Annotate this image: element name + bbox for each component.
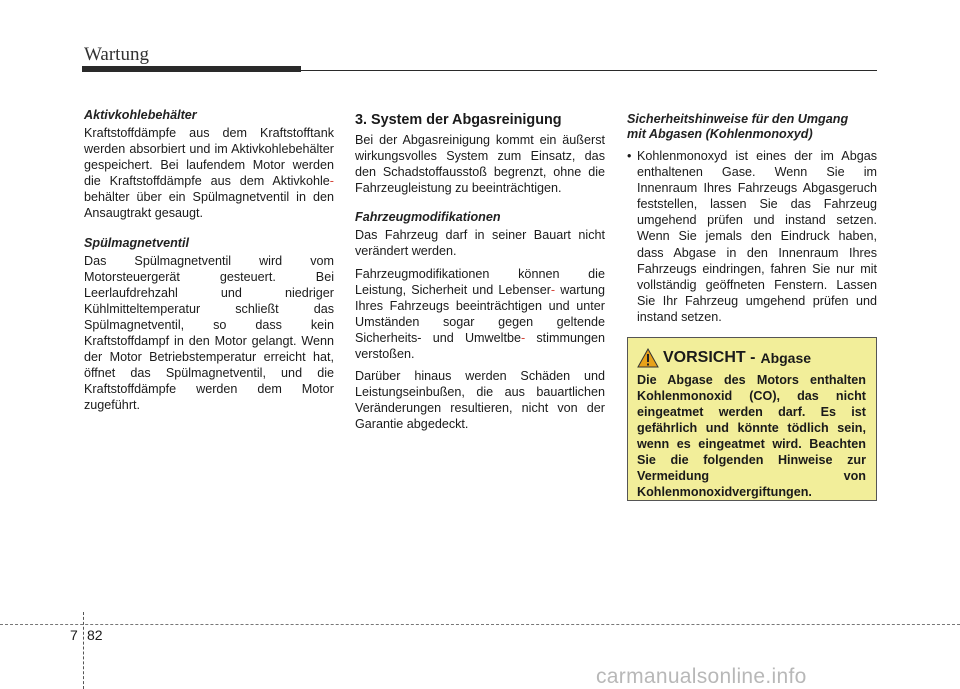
paragraph-aktivkohle <box>84 125 334 222</box>
column-middle <box>355 108 605 439</box>
text-run: wartung Ihres Fahrzeugs beeinträchtigen und unter Umständen sogar gegen geltende Sicherheits- und Umweltbe <box>355 282 605 345</box>
hyphen-mark: - <box>329 174 334 189</box>
warning-label-sub: Abgase <box>760 350 812 366</box>
hyphen-mark: - <box>550 282 556 297</box>
paragraph-modifikationen <box>355 266 605 363</box>
watermark: carmanualsonline.info <box>596 665 807 688</box>
bullet-list <box>627 148 877 325</box>
text-run: Fahrzeugmodifikationen können die Leistung, Sicherheit und Lebenser <box>355 266 605 297</box>
paragraph-spuelmagnetventil: Das Spülmagnetventil wird vom Motorsteuergerät gesteuert. Bei Leerlaufdrehzahl und niedriger Kühlmitteltemperatur schließt das Spülmagnetventil, so dass kein Kraftstoffdampf in den Motor gelangt. Wenn der Motor Betriebstemperatur erreicht hat, öffnet das Spülmagnetventil, und die Kraftstoffdämpfe werden dem Motor zugeführt. <box>84 253 334 413</box>
paragraph-bauart: Das Fahrzeug darf in seiner Bauart nicht verändert werden. <box>355 228 605 259</box>
header-title: Wartung <box>84 44 149 65</box>
paragraph-abgasreinigung: Bei der Abgasreinigung kommt ein äußerst wirkungsvolles System zum Einsatz, das den Schadstoffausstoß begrenzt, ohne die Fahrzeugleistung zu beeinträchtigen. <box>355 133 605 196</box>
subheading-sicherheitshinweise <box>627 112 877 142</box>
text-run: Kraftstoffdämpfe aus dem Kraftstofftank werden absorbiert und im Aktivkohlebehälter gespeichert. Bei laufendem Motor werden die Kraftstoffdämpfe aus dem Aktivkohle <box>84 126 334 189</box>
subheading-fahrzeugmodifikationen: Fahrzeugmodifikationen <box>355 210 501 225</box>
text-run: stimmungen verstoßen. <box>355 330 605 362</box>
subheading-aktivkohlebehaelter: Aktivkohlebehälter <box>84 108 197 122</box>
list-item <box>627 148 877 325</box>
subheading-spuelmagnetventil: Spülmagnetventil <box>84 235 189 250</box>
column-left <box>84 108 334 420</box>
column-right <box>627 108 877 325</box>
section-title: 3. System der Abgasreinigung <box>355 112 562 128</box>
warning-text: Die Abgase des Motors enthalten Kohlenmonoxid (CO), das nicht eingeatmet werden darf. Es ist gefährlich und könnte tödlich sein, wenn es eingeatmet wird. Beachten Sie die folgenden Hinweise zur Vermeidung von Kohlenmonoxidvergiftungen. <box>637 373 866 499</box>
warning-triangle-icon <box>637 348 659 368</box>
text-run: behälter über ein Spülmagnetventil in den Ansaugtrakt gesaugt. <box>84 190 334 221</box>
page-chapter: 7 <box>70 627 78 643</box>
warning-label-main: VORSICHT - <box>663 349 756 366</box>
hyphen-mark: - <box>520 330 526 345</box>
subheading-line-1: Sicherheitshinweise für den Umgang <box>627 112 849 126</box>
header-rule-thin <box>301 70 877 71</box>
header-rule-thick <box>82 66 301 72</box>
warning-box <box>627 337 877 501</box>
footer-divider-horizontal <box>0 624 960 626</box>
subheading-line-2: mit Abgasen (Kohlenmonoxyd) <box>627 127 813 141</box>
paragraph-garantie: Darüber hinaus werden Schäden und Leistungseinbußen, die aus bauartlichen Veränderungen resultieren, nicht von der Garantie abgedeckt. <box>355 369 605 432</box>
bullet-icon: • <box>627 149 632 163</box>
bullet-text: Kohlenmonoxyd ist eines der im Abgas enthaltenen Gase. Wenn Sie im Innenraum Ihres Fahrzeugs Abgasgeruch feststellen, lassen Sie das Fahrzeug umgehend prüfen und instand setzen. Wenn Sie jemals den Eindruck haben, dass Abgase in den Innenraum Ihres Fahrzeugs eindringen, fahren Sie nur mit vollständig geöffneten Fenstern. Lassen Sie Ihr Fahrzeug umgehend prüfen und instand setzen. <box>637 149 877 324</box>
warning-header <box>637 348 866 368</box>
page-number: 82 <box>87 627 103 643</box>
